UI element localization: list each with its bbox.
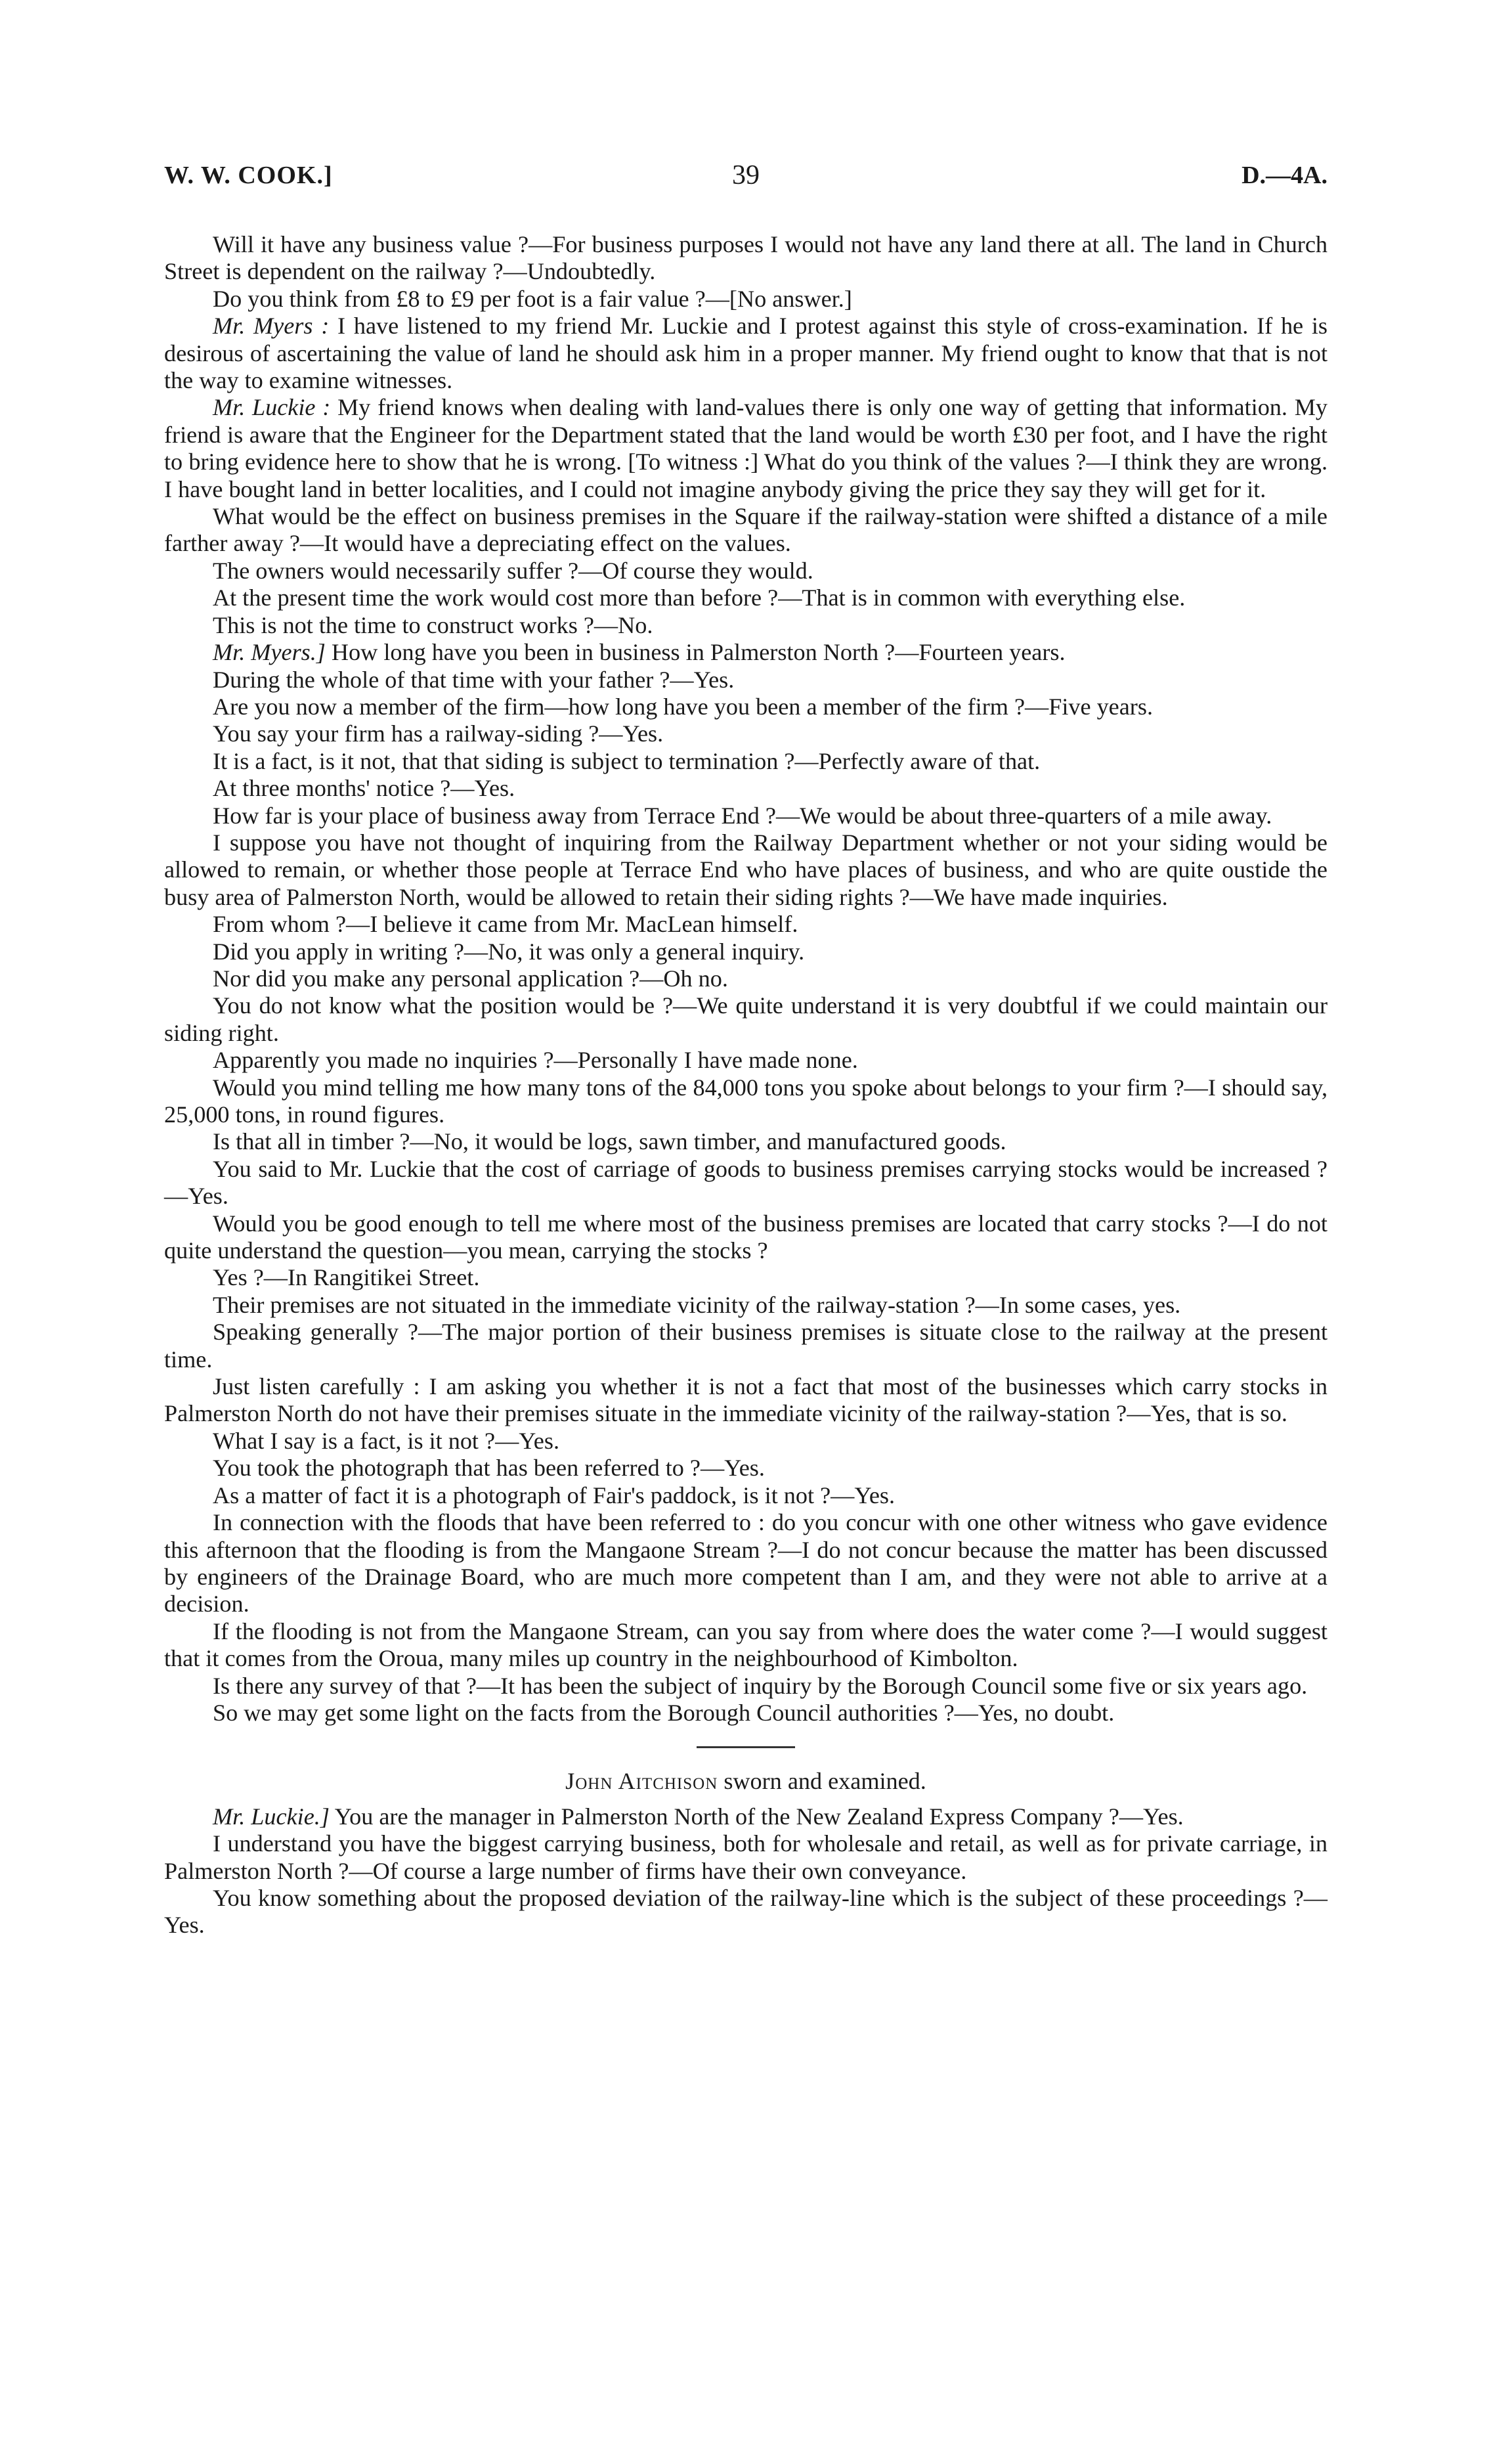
paragraph-text: Would you mind telling me how many tons of the 84,000 tons you spoke about belongs to your firm ?—I should say, 25,000 tons, in round figures. xyxy=(164,1074,1328,1128)
paragraph-text: So we may get some light on the facts from the Borough Council authorities ?—Yes, no doubt. xyxy=(213,1699,1115,1726)
paragraph xyxy=(164,1803,1328,1830)
paragraph xyxy=(164,639,1328,666)
paragraph xyxy=(164,394,1328,503)
section-divider xyxy=(697,1746,795,1748)
paragraph xyxy=(164,1700,1328,1727)
page-header xyxy=(164,161,1328,200)
speaker-name: Mr. Myers : xyxy=(213,313,330,340)
paragraph xyxy=(164,286,1328,313)
paragraph-text: Did you apply in writing ?—No, it was only a general inquiry. xyxy=(213,938,805,965)
paragraph-text: Are you now a member of the firm—how long have you been a member of the firm ?—Five years. xyxy=(213,693,1153,720)
paragraph-text: What would be the effect on business premises in the Square if the railway-station were shifted a distance of a mile farther away ?—It would have a depreciating effect on the values. xyxy=(164,503,1328,557)
paragraph xyxy=(164,775,1328,802)
paragraph xyxy=(164,829,1328,911)
paragraph-text: Is there any survey of that ?—It has been the subject of inquiry by the Borough Council some five or six years ago. xyxy=(213,1672,1308,1699)
paragraph xyxy=(164,965,1328,992)
paragraph-text: I suppose you have not thought of inquiring from the Railway Department whether or not your siding would be allowed to remain, or whether those people at Terrace End who have places of business, and who are quite oustide the busy area of Palmerston North, would be allowed to retain their siding rights ?—We have made inquiries. xyxy=(164,829,1328,910)
paragraph xyxy=(164,1292,1328,1319)
speaker-name: Mr. Luckie.] xyxy=(213,1803,330,1830)
document-reference: D.—4A. xyxy=(1242,162,1328,189)
paragraph xyxy=(164,558,1328,584)
paragraph-text: Their premises are not situated in the immediate vicinity of the railway-station ?—In some cases, yes. xyxy=(213,1291,1181,1318)
paragraph xyxy=(164,748,1328,775)
paragraph xyxy=(164,1455,1328,1482)
paragraph xyxy=(164,313,1328,394)
paragraph-text: You said to Mr. Luckie that the cost of carriage of goods to business premises carrying stocks would be increased ?—Yes. xyxy=(164,1155,1328,1210)
paragraph-text: As a matter of fact it is a photograph of Fair's paddock, is it not ?—Yes. xyxy=(213,1482,896,1508)
paragraph-text: Nor did you make any personal application ?—Oh no. xyxy=(213,965,728,992)
paragraph-text: Would you be good enough to tell me where most of the business premises are located that carry stocks ?—I do not quite understand the question—you mean, carrying the stocks ? xyxy=(164,1210,1328,1264)
paragraph xyxy=(164,1319,1328,1373)
paragraph xyxy=(164,1509,1328,1618)
paragraph-text: Is that all in timber ?—No, it would be logs, sawn timber, and manufactured goods. xyxy=(213,1128,1006,1155)
paragraph xyxy=(164,503,1328,558)
paragraph-text: From whom ?—I believe it came from Mr. MacLean himself. xyxy=(213,911,798,938)
paragraph xyxy=(164,1047,1328,1074)
witness-name: John Aitchison xyxy=(565,1768,718,1795)
paragraph-text: This is not the time to construct works ?—No. xyxy=(213,611,653,638)
paragraph xyxy=(164,720,1328,747)
document-body xyxy=(164,231,1328,1939)
paragraph xyxy=(164,1673,1328,1700)
paragraph-text: You took the photograph that has been referred to ?—Yes. xyxy=(213,1455,765,1482)
heading-suffix: sworn and examined. xyxy=(718,1768,926,1795)
paragraph-text: In connection with the floods that have been referred to : do you concur with one other witness who gave evidence this afternoon that the flooding is from the Mangaone Stream ?—I do not concur because the matter has been discussed by engineers of the Drainage Board, who are much more competent than I am, and they were not able to arrive at a decision. xyxy=(164,1509,1328,1618)
paragraph-text: You are the manager in Palmerston North of the New Zealand Express Company ?—Yes. xyxy=(329,1803,1184,1830)
paragraph xyxy=(164,1428,1328,1455)
paragraph-text: I understand you have the biggest carrying business, both for wholesale and retail, as well as for private carriage, in Palmerston North ?—Of course a large number of firms have their own conveyance. xyxy=(164,1830,1328,1884)
paragraph-text: The owners would necessarily suffer ?—Of course they would. xyxy=(213,557,813,584)
paragraph-text: What I say is a fact, is it not ?—Yes. xyxy=(213,1427,559,1454)
paragraph-text: How long have you been in business in Palmerston North ?—Fourteen years. xyxy=(325,639,1066,666)
paragraph xyxy=(164,803,1328,829)
paragraph xyxy=(164,992,1328,1047)
paragraph-text: My friend knows when dealing with land-values there is only one way of getting that information. My friend is aware that the Engineer for the Department stated that the land would be worth £30 per foot, and I have the right to bring evidence here to show that he is wrong. [To witness :] What do you think of the values ?—I think they are wrong. I have bought land in better localities, and I could not imagine anybody giving the price they say they will get for it. xyxy=(164,394,1328,502)
paragraph xyxy=(164,1373,1328,1428)
paragraph xyxy=(164,938,1328,965)
section-heading xyxy=(164,1768,1328,1795)
speaker-name: Mr. Myers.] xyxy=(213,639,326,666)
paragraph xyxy=(164,1074,1328,1129)
paragraph xyxy=(164,693,1328,720)
paragraph-text: I have listened to my friend Mr. Luckie and I protest against this style of cross-examination. If he is desirous of ascertaining the value of land he should ask him in a proper manner. My friend ought to know that that is not the way to examine witnesses. xyxy=(164,313,1328,394)
paragraph-text: You do not know what the position would be ?—We quite understand it is very doubtful if we could maintain our siding right. xyxy=(164,992,1328,1046)
paragraph-text: At the present time the work would cost more than before ?—That is in common with everything else. xyxy=(213,584,1186,611)
paragraph xyxy=(164,231,1328,286)
paragraph xyxy=(164,911,1328,938)
paragraph xyxy=(164,1210,1328,1265)
paragraph-text: Just listen carefully : I am asking you whether it is not a fact that most of the businesses which carry stocks in Palmerston North do not have their premises situate in the immediate vicinity of the railway-station ?—Yes, that is so. xyxy=(164,1373,1328,1427)
paragraph-text: You say your firm has a railway-siding ?—Yes. xyxy=(213,720,664,747)
paragraph xyxy=(164,1618,1328,1673)
testimony-section-1 xyxy=(164,231,1328,1727)
paragraph-text: Apparently you made no inquiries ?—Personally I have made none. xyxy=(213,1047,858,1074)
paragraph xyxy=(164,584,1328,611)
paragraph xyxy=(164,1156,1328,1210)
paragraph-text: Will it have any business value ?—For business purposes I would not have any land there at all. The land in Church Street is dependent on the railway ?—Undoubtedly. xyxy=(164,231,1328,285)
testimony-section-2 xyxy=(164,1803,1328,1939)
paragraph-text: If the flooding is not from the Mangaone Stream, can you say from where does the water come ?—I would suggest that it comes from the Oroua, many miles up country in the neighbourhood of Kimbolton. xyxy=(164,1618,1328,1672)
paragraph-text: Speaking generally ?—The major portion of their business premises is situate close to the railway at the present time. xyxy=(164,1319,1328,1373)
speaker-name: Mr. Luckie : xyxy=(213,394,331,421)
paragraph xyxy=(164,1128,1328,1155)
paragraph-text: Do you think from £8 to £9 per foot is a fair value ?—[No answer.] xyxy=(213,285,852,312)
paragraph xyxy=(164,1264,1328,1291)
page-number: 39 xyxy=(732,160,760,190)
paragraph-text: It is a fact, is it not, that that siding is subject to termination ?—Perfectly aware of that. xyxy=(213,747,1041,774)
paragraph xyxy=(164,1885,1328,1939)
paragraph-text: You know something about the proposed deviation of the railway-line which is the subject of these proceedings ?—Yes. xyxy=(164,1884,1328,1939)
header-witness: W. W. COOK.] xyxy=(164,162,333,189)
paragraph xyxy=(164,1830,1328,1885)
paragraph-text: How far is your place of business away from Terrace End ?—We would be about three-quarters of a mile away. xyxy=(213,802,1272,829)
paragraph xyxy=(164,667,1328,693)
paragraph xyxy=(164,1482,1328,1509)
paragraph-text: At three months' notice ?—Yes. xyxy=(213,775,515,802)
paragraph-text: During the whole of that time with your father ?—Yes. xyxy=(213,666,735,693)
paragraph-text: Yes ?—In Rangitikei Street. xyxy=(213,1264,480,1291)
paragraph xyxy=(164,612,1328,639)
